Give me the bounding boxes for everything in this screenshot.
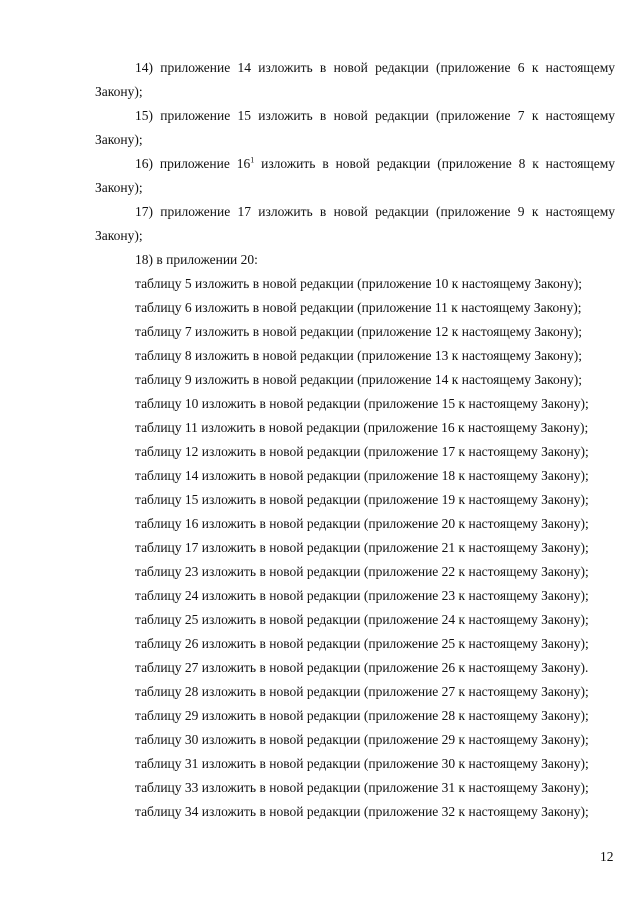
item-17-number: 17) приложение 17 [135,204,252,219]
item-17-paragraph [95,200,615,248]
item-17-line1 [95,200,615,224]
list-item: таблицу 11 изложить в новой редакции (приложение 16 к настоящему Закону); [135,420,589,435]
item-16-number: 16) приложение 16 [135,156,251,171]
item-15-text: изложить в новой редакции (приложение 7 к настоящему [251,108,615,123]
item-16-paragraph [95,152,615,200]
item-14-text: изложить в новой редакции (приложение 6 к настоящему [251,60,615,75]
item-15-line2: Закону); [95,132,143,147]
list-item: таблицу 34 изложить в новой редакции (приложение 32 к настоящему Закону); [135,804,589,819]
list-item: таблицу 7 изложить в новой редакции (приложение 12 к настоящему Закону); [135,324,583,339]
item-14-number: 14) приложение 14 [135,60,252,75]
list-item: таблицу 23 изложить в новой редакции (приложение 22 к настоящему Закону); [135,564,589,579]
item-18-heading: 18) в приложении 20: [135,252,258,267]
list-item: таблицу 25 изложить в новой редакции (приложение 24 к настоящему Закону); [135,612,589,627]
list-item: таблицу 28 изложить в новой редакции (приложение 27 к настоящему Закону); [135,684,589,699]
item-15-number: 15) приложение 15 [135,108,252,123]
list-item: таблицу 5 изложить в новой редакции (приложение 10 к настоящему Закону); [135,276,583,291]
item-16-line1 [95,152,615,176]
item-14-line2: Закону); [95,84,143,99]
list-item: таблицу 31 изложить в новой редакции (приложение 30 к настоящему Закону); [135,756,589,771]
list-item: таблицу 15 изложить в новой редакции (приложение 19 к настоящему Закону); [135,492,589,507]
list-item: таблицу 27 изложить в новой редакции (приложение 26 к настоящему Закону). [135,660,589,675]
list-item: таблицу 10 изложить в новой редакции (приложение 15 к настоящему Закону); [135,396,589,411]
page-number: 12 [600,849,614,864]
item-16-text: изложить в новой редакции (приложение 8 к настоящему [254,156,615,171]
list-item: таблицу 30 изложить в новой редакции (приложение 29 к настоящему Закону); [135,732,589,747]
list-item: таблицу 16 изложить в новой редакции (приложение 20 к настоящему Закону); [135,516,589,531]
list-item: таблицу 29 изложить в новой редакции (приложение 28 к настоящему Закону); [135,708,589,723]
list-item: таблицу 12 изложить в новой редакции (приложение 17 к настоящему Закону); [135,444,589,459]
item-15-paragraph [95,104,615,152]
list-item: таблицу 24 изложить в новой редакции (приложение 23 к настоящему Закону); [135,588,589,603]
item-17-text: изложить в новой редакции (приложение 9 к настоящему [251,204,615,219]
item-14-paragraph [95,56,615,104]
item-17-line2: Закону); [95,228,143,243]
list-item: таблицу 14 изложить в новой редакции (приложение 18 к настоящему Закону); [135,468,589,483]
table-list [135,272,589,824]
list-item: таблицу 26 изложить в новой редакции (приложение 25 к настоящему Закону); [135,636,589,651]
list-item: таблицу 6 изложить в новой редакции (приложение 11 к настоящему Закону); [135,300,582,315]
list-item: таблицу 33 изложить в новой редакции (приложение 31 к настоящему Закону); [135,780,589,795]
list-item: таблицу 17 изложить в новой редакции (приложение 21 к настоящему Закону); [135,540,589,555]
item-16-superscript: 1 [250,155,255,165]
list-item: таблицу 8 изложить в новой редакции (приложение 13 к настоящему Закону); [135,348,583,363]
list-item: таблицу 9 изложить в новой редакции (приложение 14 к настоящему Закону); [135,372,583,387]
item-16-line2: Закону); [95,180,143,195]
item-14-line1 [95,56,615,80]
item-15-line1 [95,104,615,128]
